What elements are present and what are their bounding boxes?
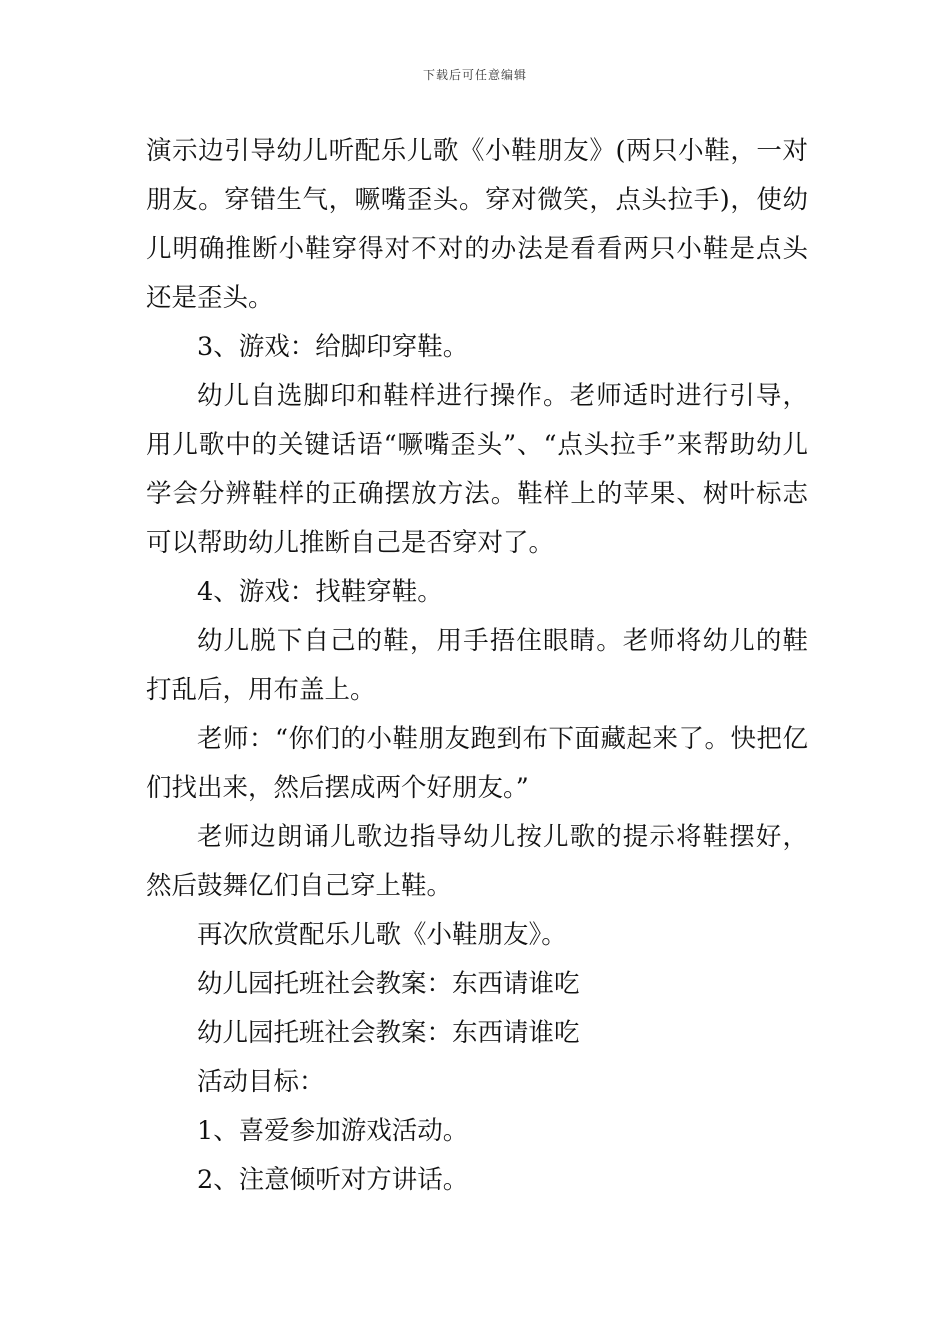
paragraph-game-4-heading: 4、游戏：找鞋穿鞋。 <box>197 577 443 607</box>
paragraph-lesson-title-repeat: 幼儿园托班社会教案：东西请谁吃 <box>197 1018 580 1048</box>
paragraph-enjoy-again: 再次欣赏配乐儿歌《小鞋朋友》。 <box>197 920 567 950</box>
paragraph-objectives-heading: 活动目标： <box>197 1067 325 1097</box>
paragraph-intro: 演示边引导幼儿听配乐儿歌《小鞋朋友》(两只小鞋，一对朋友。穿错生气，噘嘴歪头。穿对微笑，点头拉手)，使幼儿明确推断小鞋穿得对不对的办法是看看两只小鞋是点头还是歪头。 <box>146 136 808 313</box>
paragraph-game-3-heading: 3、游戏：给脚印穿鞋。 <box>197 332 469 362</box>
paragraph-game-4-body: 幼儿脱下自己的鞋，用手捂住眼睛。老师将幼儿的鞋打乱后，用布盖上。 <box>146 626 808 705</box>
paragraph-objective-1: 1、喜爱参加游戏活动。 <box>197 1116 469 1146</box>
paragraph-lesson-title: 幼儿园托班社会教案：东西请谁吃 <box>197 969 580 999</box>
paragraph-teacher-guide: 老师边朗诵儿歌边指导幼儿按儿歌的提示将鞋摆好，然后鼓舞亿们自己穿上鞋。 <box>146 822 808 901</box>
document-body <box>146 127 808 1205</box>
paragraph-game-3-body: 幼儿自选脚印和鞋样进行操作。老师适时进行引导，用儿歌中的关键话语“噘嘴歪头”、“点头拉手”来帮助幼儿学会分辨鞋样的正确摆放方法。鞋样上的苹果、树叶标志可以帮助幼儿推断自己是否穿对了。 <box>146 381 808 558</box>
paragraph-objective-2: 2、注意倾听对方讲话。 <box>197 1165 469 1195</box>
paragraph-teacher-quote: 老师：“你们的小鞋朋友跑到布下面藏起来了。快把亿们找出来，然后摆成两个好朋友。” <box>146 724 808 803</box>
page-header: 下载后可任意编辑 <box>422 68 527 82</box>
